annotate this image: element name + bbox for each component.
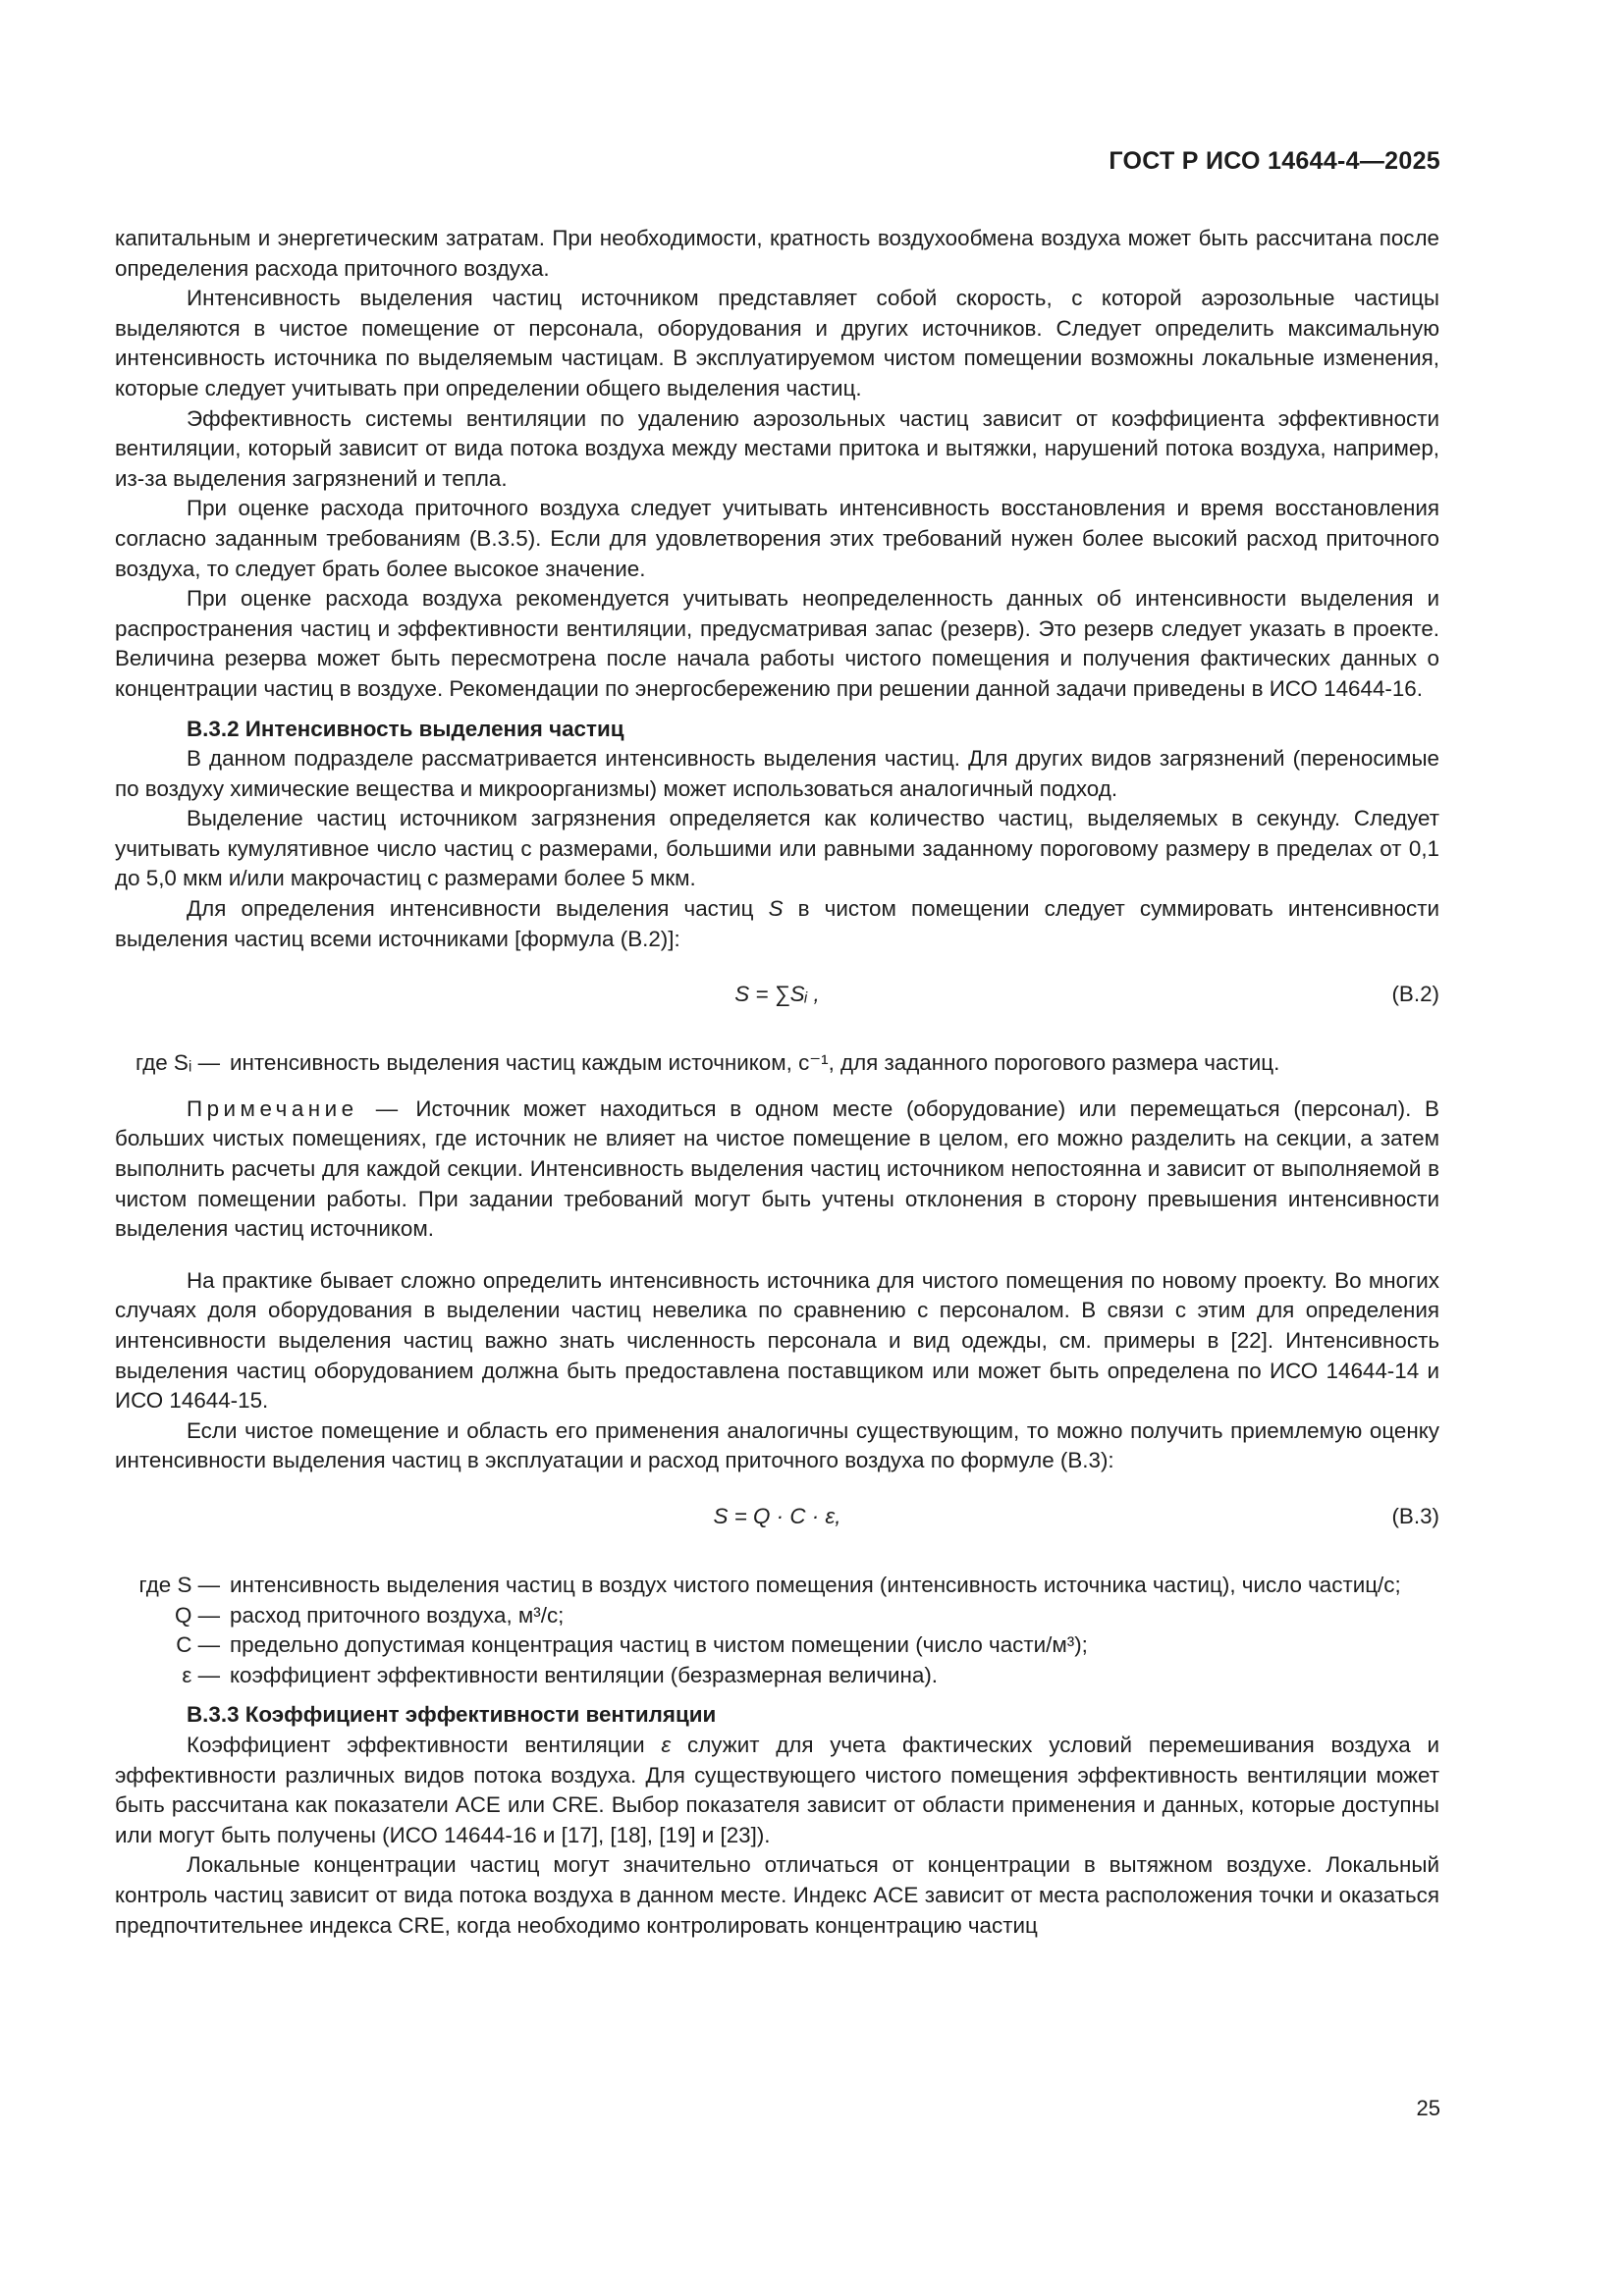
note-text: Источник может находиться в одном месте (оборудование) или перемещаться (персонал). В больших чистых помещениях, где источник не влияет на чистое помещение в целом, его можно разделить на секции, а затем выполнить расчеты для каждой секции. Интенсивность выделения частиц источником непостоянна и зависит от выполняемой в чистом помещении работы. При задании требований могут быть учтены отклонения в сторону превышения интенсивности выделения частиц источником. (115, 1095, 1439, 1242)
paragraph: Выделение частиц источником загрязнения определяется как количество частиц, выделяемых в секунду. Следует учитывать кумулятивное число частиц с размерами, большими или равными заданному пороговому размеру в пределах от 0,1 до 5,0 мкм и/или макрочастиц с размерами более 5 мкм. (115, 806, 1439, 891)
legend-symbol: ε — (182, 1662, 220, 1687)
section-title-b32: В.3.2 Интенсивность выделения частиц (187, 716, 624, 741)
formula-number: (В.3) (1391, 1503, 1439, 1528)
variable: ε (661, 1732, 672, 1757)
text-run: служит для учета фактических условий перемешивания воздуха и эффективности различных видов потока воздуха. Для существующего чистого помещения эффективность вентиляции может быть рассчитана как показатели ACE или CRE. Выбор показателя зависит от области применения и данных, которые доступны или могут быть получены (ИСО 14644-16 и [17], [18], [19] и [23]). (115, 1732, 1440, 1847)
text-run: Коэффициент эффективности вентиляции (187, 1732, 662, 1757)
formula-expression: S = Q · C · ε, (713, 1503, 841, 1528)
paragraph: Если чистое помещение и область его применения аналогичны существующим, то можно получить приемлемую оценку интенсивности выделения частиц в эксплуатации и расход приточного воздуха по формуле (В.3): (115, 1417, 1439, 1473)
legend-description: расход приточного воздуха, м³/с; (230, 1602, 565, 1628)
note (115, 1095, 1439, 1245)
legend-symbol: где S — (138, 1572, 220, 1597)
section-title-b33: В.3.3 Коэффициент эффективности вентиляции (187, 1702, 717, 1728)
paragraph: Эффективность системы вентиляции по удалению аэрозольных частиц зависит от коэффициента эффективности вентиляции, который зависит от вида потока воздуха между местами притока и вытяжки, нарушений потока воздуха, например, из-за выделения загрязнений и тепла. (115, 405, 1439, 491)
paragraph (115, 894, 1439, 954)
formula-legend-b2 (115, 1048, 1439, 1079)
formula-legend-b3 (115, 1571, 1439, 1690)
formula-expression: S = ∑Sᵢ , (734, 982, 820, 1007)
formula-b2 (115, 980, 1439, 1009)
formula-b3 (115, 1502, 1439, 1531)
note-label: Примечание — (187, 1095, 403, 1121)
paragraph: Интенсивность выделения частиц источником представляет собой скорость, с которой аэрозольные частицы выделяются в чистое помещение от персонала, оборудования и других источников. Следует определить максимальную интенсивность источника по выделяемым частицам. В эксплуатируемом чистом помещении возможны локальные изменения, которые следует учитывать при определении общего выделения частиц. (115, 286, 1439, 400)
variable: S (768, 896, 784, 922)
paragraph: При оценке расхода приточного воздуха следует учитывать интенсивность восстановления и время восстановления согласно заданным требованиям (В.3.5). Если для удовлетворения этих требований нужен более высокий расход приточного воздуха, то следует брать более высокое значение. (115, 496, 1439, 581)
legend-symbol: где Sᵢ — (135, 1050, 220, 1076)
text-run: Для определения интенсивности выделения частиц (187, 896, 769, 922)
paragraph: капитальным и энергетическим затратам. При необходимости, кратность воздухообмена воздуха может быть рассчитана после определения расхода приточного воздуха. (115, 226, 1439, 281)
paragraph: Локальные концентрации частиц могут значительно отличаться от концентрации в вытяжном воздухе. Локальный контроль частиц зависит от вида потока воздуха в данном месте. Индекс ACE зависит от места расположения точки и оказаться предпочтительнее индекса CRE, когда необходимо контролировать концентрацию частиц (115, 1852, 1439, 1938)
formula-number: (В.2) (1391, 982, 1439, 1007)
legend-description: интенсивность выделения частиц в воздух чистого помещения (интенсивность источника частиц), число частиц/с; (230, 1572, 1401, 1597)
text-run: в чистом помещении следует суммировать интенсивности выделения частиц всеми источниками [формула (В.2)]: (115, 896, 1439, 951)
legend-symbol: Q — (174, 1602, 220, 1628)
legend-description: коэффициент эффективности вентиляции (безразмерная величина). (230, 1662, 939, 1687)
paragraph (115, 1731, 1439, 1850)
legend-description: предельно допустимая концентрация частиц в чистом помещении (число части/м³); (230, 1632, 1088, 1658)
paragraph: В данном подразделе рассматривается интенсивность выделения частиц. Для других видов загрязнений (переносимые по воздуху химические вещества и микроорганизмы) может использоваться аналогичный подход. (115, 746, 1439, 801)
paragraph: На практике бывает сложно определить интенсивность источника для чистого помещения по новому проекту. Во многих случаях доля оборудования в выделении частиц невелика по сравнению с персоналом. В связи с этим для определения интенсивности выделения частиц важно знать численность персонала и вид одежды, см. примеры в [22]. Интенсивность выделения частиц оборудованием должна быть предоставлена поставщиком или может быть определена по ИСО 14644-14 и ИСО 14644-15. (115, 1267, 1439, 1414)
document-body (115, 224, 1439, 1941)
legend-symbol: C — (176, 1632, 220, 1658)
legend-description: интенсивность выделения частиц каждым источником, с⁻¹, для заданного порогового размера частиц. (230, 1050, 1280, 1076)
document-code-header: ГОСТ Р ИСО 14644-4—2025 (1109, 147, 1440, 175)
page-number: 25 (1416, 2096, 1440, 2120)
paragraph: При оценке расхода воздуха рекомендуется учитывать неопределенность данных об интенсивности выделения и распространения частиц и эффективности вентиляции, предусматривая запас (резерв). Это резерв следует указать в проекте. Величина резерва может быть пересмотрена после начала работы чистого помещения и получения фактических данных о концентрации частиц в воздухе. Рекомендации по энергосбережению при решении данной задачи приведены в ИСО 14644-16. (115, 586, 1439, 701)
